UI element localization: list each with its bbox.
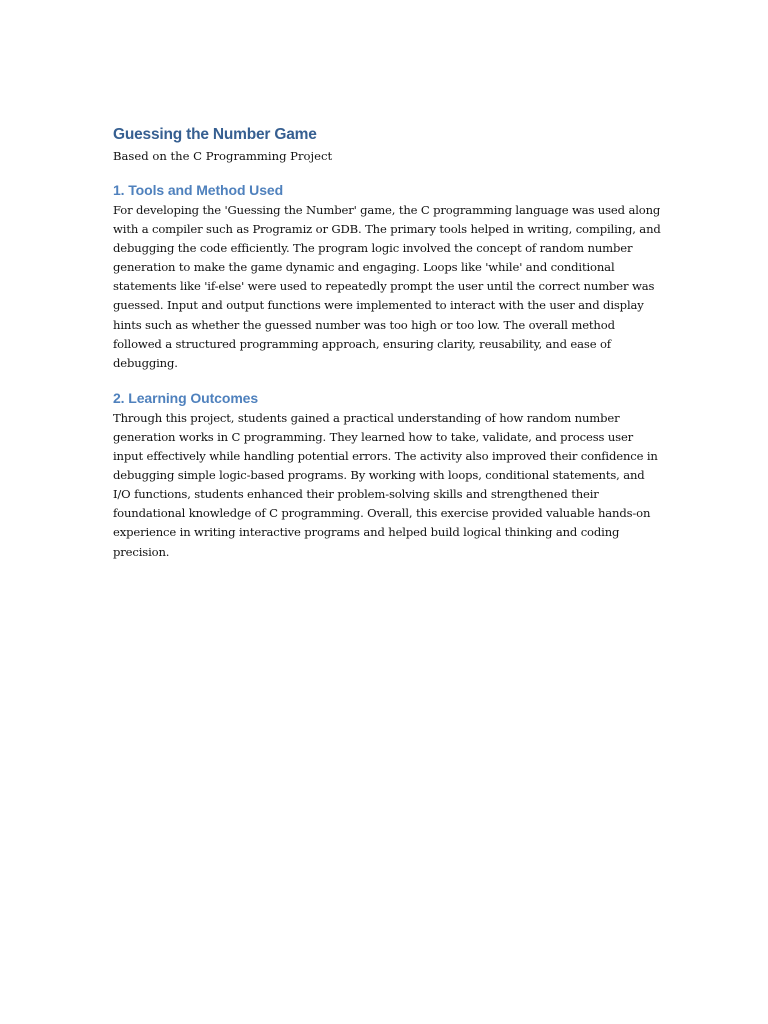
section-heading-tools-and-method: 1. Tools and Method Used (113, 182, 284, 198)
section-tools-and-method (113, 180, 661, 373)
section-learning-outcomes (113, 388, 661, 562)
section-body-learning-outcomes: Through this project, students gained a practical understanding of how random number generation works in C programming. They learned how to take, validate, and process user input effectively while handling potential errors. The activity also improved their confidence in debugging simple logic-based programs. By working with loops, conditional statements, and I/O functions, students enhanced their problem-solving skills and strengthened their foundational knowledge of C programming. Overall, this exercise provided valuable hands-on experience in writing interactive programs and helped build logical thinking and coding precision. (113, 410, 658, 559)
document-content (113, 124, 661, 562)
section-body-tools-and-method: For developing the 'Guessing the Number' game, the C programming language was used along with a compiler such as Programiz or GDB. The primary tools helped in writing, compiling, and debugging the code efficiently. The program logic involved the concept of random number generation to make the game dynamic and engaging. Loops like 'while' and conditional statements like 'if-else' were used to repeatedly prompt the user until the correct number was guessed. Input and output functions were implemented to interact with the user and display hints such as whether the guessed number was too high or too low. The overall method followed a structured programming approach, ensuring clarity, reusability, and ease of debugging. (113, 203, 661, 370)
document-title: Guessing the Number Game (113, 126, 317, 143)
section-heading-learning-outcomes: 2. Learning Outcomes (113, 389, 259, 406)
document-subtitle: Based on the C Programming Project (113, 149, 333, 163)
